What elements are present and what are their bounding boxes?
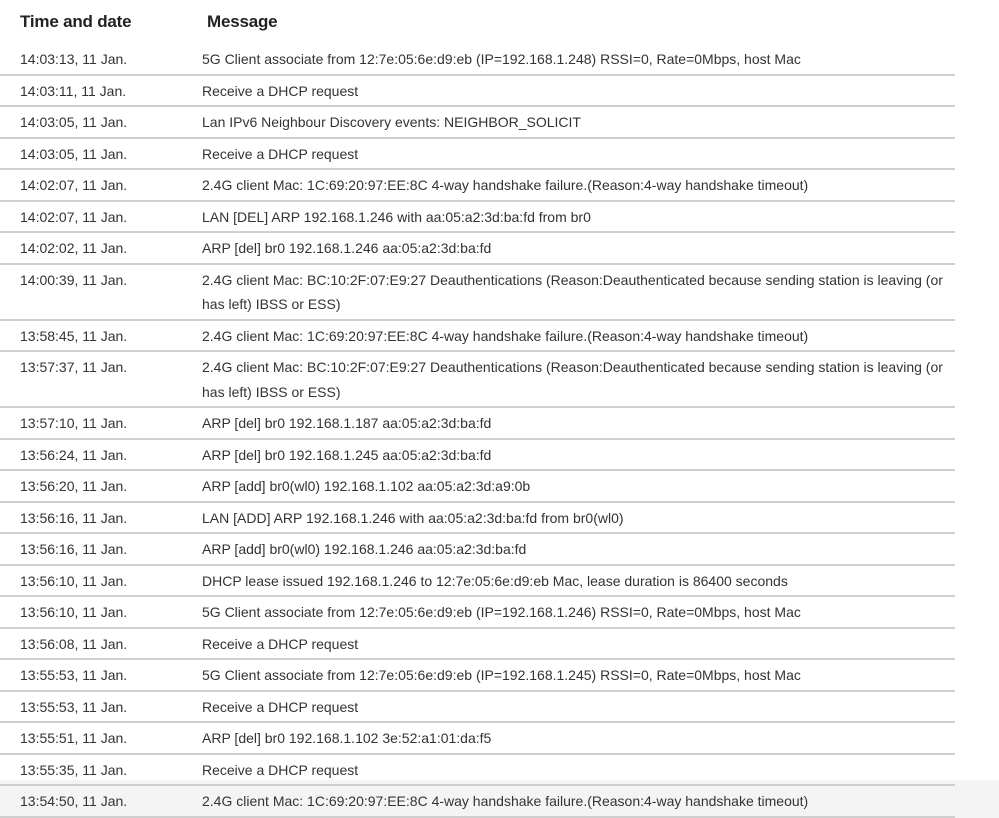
table-row: [0, 170, 955, 202]
row-time: 13:56:20, 11 Jan.: [20, 478, 128, 494]
row-message: ARP [del] br0 192.168.1.102 3e:52:a1:01:da:f5: [202, 730, 492, 746]
row-message: ARP [add] br0(wl0) 192.168.1.246 aa:05:a2:3d:ba:fd: [202, 541, 527, 557]
table-row: [0, 44, 955, 76]
table-row: [0, 660, 955, 692]
table-row: [0, 408, 955, 440]
row-message: 2.4G client Mac: 1C:69:20:97:EE:8C 4-way handshake failure.(Reason:4-way handshake timeout): [202, 327, 809, 344]
row-time: 13:57:10, 11 Jan.: [20, 415, 128, 431]
row-time: 13:55:53, 11 Jan.: [20, 698, 128, 715]
row-time: 13:55:53, 11 Jan.: [20, 667, 128, 683]
table-row: [0, 76, 955, 108]
row-message: LAN [DEL] ARP 192.168.1.246 with aa:05:a2:3d:ba:fd from br0: [202, 208, 591, 225]
row-message: 2.4G client Mac: 1C:69:20:97:EE:8C 4-way handshake failure.(Reason:4-way handshake timeout): [202, 793, 809, 809]
table-row: [0, 352, 955, 408]
row-message: Receive a DHCP request: [202, 698, 359, 715]
row-message: ARP [del] br0 192.168.1.187 aa:05:a2:3d:ba:fd: [202, 415, 492, 431]
row-time: 13:56:16, 11 Jan.: [20, 541, 128, 557]
table-row: [0, 534, 955, 566]
event-log-table: [0, 44, 955, 818]
row-message: 5G Client associate from 12:7e:05:6e:d9:eb (IP=192.168.1.246) RSSI=0, Rate=0Mbps, host Mac: [202, 604, 801, 620]
table-row: [0, 265, 955, 321]
row-time: 14:02:07, 11 Jan.: [20, 208, 128, 225]
table-row: [0, 139, 955, 171]
row-time: 13:56:10, 11 Jan.: [20, 572, 128, 589]
table-row: [0, 202, 955, 234]
row-message: ARP [add] br0(wl0) 192.168.1.102 aa:05:a2:3d:a9:0b: [202, 478, 531, 494]
row-message: 2.4G client Mac: BC:10:2F:07:E9:27 Deauthentications (Reason:Deauthenticated because sending station is leaving (or has left) IBSS or ESS): [202, 359, 943, 400]
table-row: [0, 107, 955, 139]
row-message: Receive a DHCP request: [202, 635, 359, 652]
row-time: 14:03:05, 11 Jan.: [20, 114, 128, 130]
table-row: [0, 233, 955, 265]
row-time: 13:57:37, 11 Jan.: [20, 359, 128, 375]
table-row: [0, 566, 955, 598]
table-row: [0, 597, 955, 629]
row-time: 13:56:08, 11 Jan.: [20, 635, 128, 652]
row-message: 5G Client associate from 12:7e:05:6e:d9:eb (IP=192.168.1.245) RSSI=0, Rate=0Mbps, host Mac: [202, 667, 801, 683]
table-row: [0, 786, 955, 818]
row-message: Receive a DHCP request: [202, 761, 359, 778]
table-row: [0, 692, 955, 724]
row-time: 13:56:10, 11 Jan.: [20, 604, 128, 620]
row-time: 14:03:05, 11 Jan.: [20, 145, 128, 162]
row-time: 13:56:24, 11 Jan.: [20, 446, 128, 463]
table-row: [0, 321, 955, 353]
row-message: Receive a DHCP request: [202, 145, 359, 162]
row-message: ARP [del] br0 192.168.1.246 aa:05:a2:3d:ba:fd: [202, 240, 492, 256]
row-time: 13:58:45, 11 Jan.: [20, 327, 128, 344]
row-message: DHCP lease issued 192.168.1.246 to 12:7e:05:6e:d9:eb Mac, lease duration is 86400 seconds: [202, 572, 788, 589]
row-time: 14:02:07, 11 Jan.: [20, 177, 128, 193]
row-time: 13:56:16, 11 Jan.: [20, 509, 128, 526]
table-header: [0, 0, 999, 44]
row-message: Receive a DHCP request: [202, 82, 359, 99]
row-message: 2.4G client Mac: 1C:69:20:97:EE:8C 4-way handshake failure.(Reason:4-way handshake timeout): [202, 177, 809, 193]
row-time: 14:03:11, 11 Jan.: [20, 82, 127, 99]
table-row: [0, 503, 955, 535]
table-row: [0, 440, 955, 472]
row-time: 14:03:13, 11 Jan.: [20, 51, 128, 67]
column-header-time: Time and date: [20, 12, 132, 31]
row-time: 13:55:51, 11 Jan.: [20, 730, 128, 746]
row-time: 14:02:02, 11 Jan.: [20, 240, 128, 256]
column-header-message: Message: [207, 12, 278, 31]
table-row: [0, 471, 955, 503]
row-message: Lan IPv6 Neighbour Discovery events: NEIGHBOR_SOLICIT: [202, 114, 581, 130]
row-message: 2.4G client Mac: BC:10:2F:07:E9:27 Deauthentications (Reason:Deauthenticated because sending station is leaving (or has left) IBSS or ESS): [202, 271, 943, 312]
row-time: 14:00:39, 11 Jan.: [20, 271, 128, 288]
table-row: [0, 629, 955, 661]
row-message: LAN [ADD] ARP 192.168.1.246 with aa:05:a2:3d:ba:fd from br0(wl0): [202, 509, 624, 526]
table-row: [0, 755, 955, 787]
table-row: [0, 723, 955, 755]
row-time: 13:54:50, 11 Jan.: [20, 793, 128, 809]
row-message: 5G Client associate from 12:7e:05:6e:d9:eb (IP=192.168.1.248) RSSI=0, Rate=0Mbps, host Mac: [202, 51, 801, 67]
row-message: ARP [del] br0 192.168.1.245 aa:05:a2:3d:ba:fd: [202, 446, 492, 463]
row-time: 13:55:35, 11 Jan.: [20, 761, 128, 778]
